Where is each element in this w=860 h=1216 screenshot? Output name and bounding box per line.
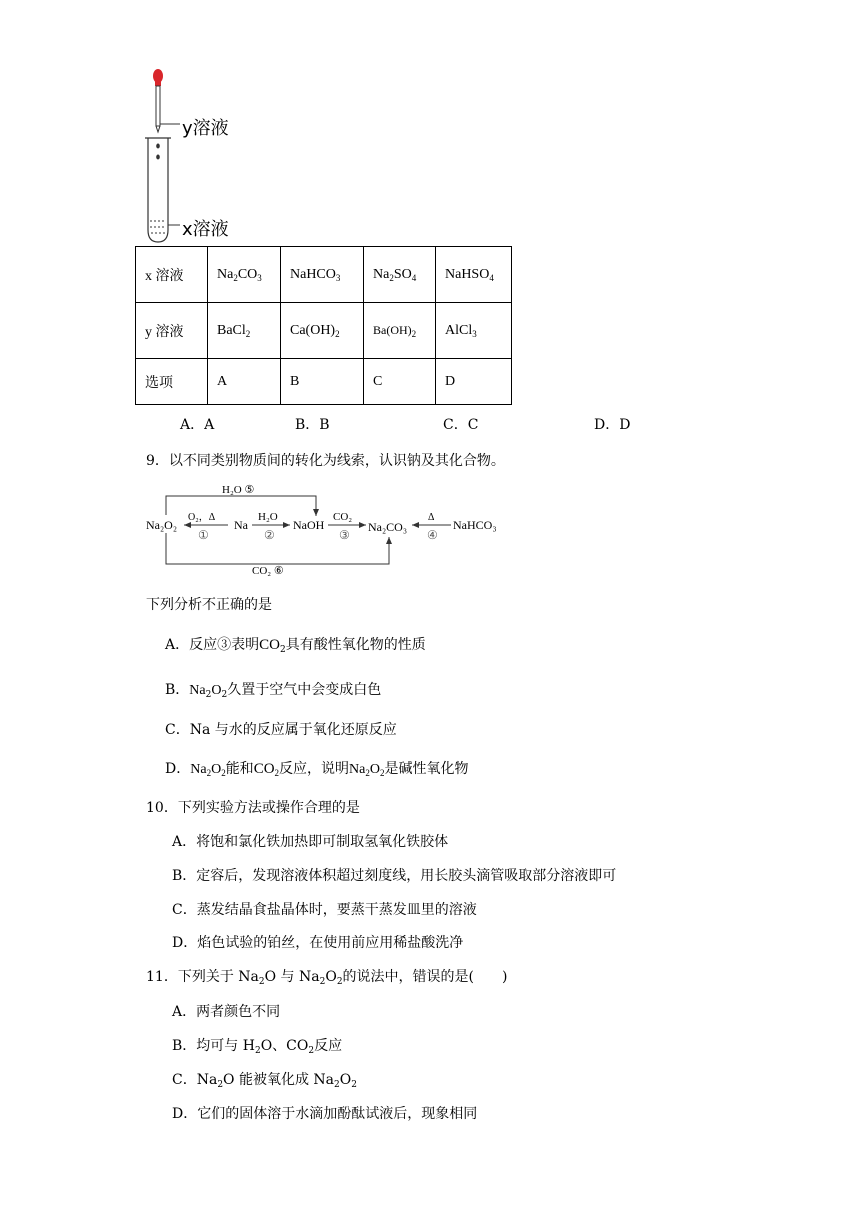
q11-stem: 11．下列关于 $Na_2O$ 与 $Na_2O_2$的说法中，错误的是( ) — [146, 969, 508, 987]
node-na: Na — [234, 518, 248, 532]
node-naoh: NaOH — [293, 518, 325, 532]
y-solution-label: y溶液 — [182, 118, 229, 139]
table-cell: $Na_2SO_4$ — [364, 247, 436, 303]
q9-stem: 9．以不同类别物质间的转化为线索，认识钠及其化合物。 — [146, 453, 505, 469]
node-na2o2: Na₂O₂ — [146, 518, 178, 532]
table-row — [136, 359, 512, 405]
dropper-icon — [153, 69, 163, 132]
table-cell: A — [208, 359, 281, 405]
reaction-2-condition: H₂O — [258, 511, 278, 523]
q10-option-d: D．焰色试验的铂丝，在使用前应用稀盐酸洗净 — [172, 935, 464, 951]
table-cell: $Na_2CO_3$ — [208, 247, 281, 303]
x-solution-label: x溶液 — [182, 219, 229, 240]
q11-option-d: D．它们的固体溶于水滴加酚酞试液后，现象相同 — [172, 1106, 478, 1122]
q8-option-b: B．B — [295, 417, 330, 433]
question-8-table — [135, 246, 512, 405]
q10-option-b: B．定容后，发现溶液体积超过刻度线，用长胶头滴管吸取部分溶液即可 — [172, 868, 617, 884]
q8-option-d: D．D — [594, 417, 631, 433]
q11-option-b: B．均可与 $H_2O$、$CO_2$反应 — [172, 1038, 343, 1056]
table-cell: NaHSO$_4$ — [436, 247, 512, 303]
row-header: x 溶液 — [136, 247, 208, 303]
reaction-3-number: ③ — [339, 528, 350, 542]
node-na2co3: Na₂CO₃ — [368, 520, 408, 534]
table-cell: D — [436, 359, 512, 405]
q10-option-c: C．蒸发结晶食盐晶体时，要蒸干蒸发皿里的溶液 — [172, 902, 477, 918]
table-row — [136, 303, 512, 359]
reaction-3-condition: CO₂ — [333, 511, 353, 523]
reaction-5-label: H₂O ⑤ — [222, 484, 255, 496]
table-cell: $Ca(OH)_2$ — [281, 303, 364, 359]
row-header: y 溶液 — [136, 303, 208, 359]
table-row — [136, 247, 512, 303]
q11-option-a: A．两者颜色不同 — [172, 1004, 281, 1020]
row-header: 选项 — [136, 359, 208, 405]
q9-prompt: 下列分析不正确的是 — [146, 597, 272, 613]
q9-option-b: B．$Na_2O_2$久置于空气中会变成白色 — [165, 682, 382, 700]
q10-stem: 10．下列实验方法或操作合理的是 — [146, 800, 360, 816]
q9-option-d: D．$Na_2O_2$能和$CO_2$反应，说明$Na_2O_2$是碱性氧化物 — [165, 761, 469, 778]
q8-option-a: A．A — [180, 417, 215, 433]
q11-option-c: C．$Na_2O$ 能被氧化成 $Na_2O_2$ — [172, 1072, 357, 1090]
q9-option-c: C．Na 与水的反应属于氧化还原反应 — [165, 722, 397, 738]
reaction-4-condition: Δ — [428, 512, 435, 523]
table-cell: BaCl$_2$ — [208, 303, 281, 359]
reaction-2-number: ② — [264, 528, 275, 542]
node-nahco3: NaHCO₃ — [453, 518, 497, 532]
table-cell: B — [281, 359, 364, 405]
table-cell: C — [364, 359, 436, 405]
q10-option-a: A．将饱和氯化铁加热即可制取氢氧化铁胶体 — [172, 834, 449, 850]
q9-option-a: A．反应③表明$CO_2$具有酸性氧化物的性质 — [165, 637, 426, 655]
reaction-6-label: CO₂ ⑥ — [252, 565, 284, 577]
q8-option-c: C．C — [443, 417, 479, 433]
sodium-conversion-diagram — [140, 478, 510, 578]
table-cell: NaHCO$_3$ — [281, 247, 364, 303]
reaction-1-condition: O₂，Δ — [188, 512, 216, 523]
table-cell: AlCl$_3$ — [436, 303, 512, 359]
table-cell: $Ba(OH)_2$ — [364, 303, 436, 359]
test-tube-icon — [145, 138, 171, 242]
reaction-4-number: ④ — [427, 528, 438, 542]
reaction-1-number: ① — [198, 528, 209, 542]
